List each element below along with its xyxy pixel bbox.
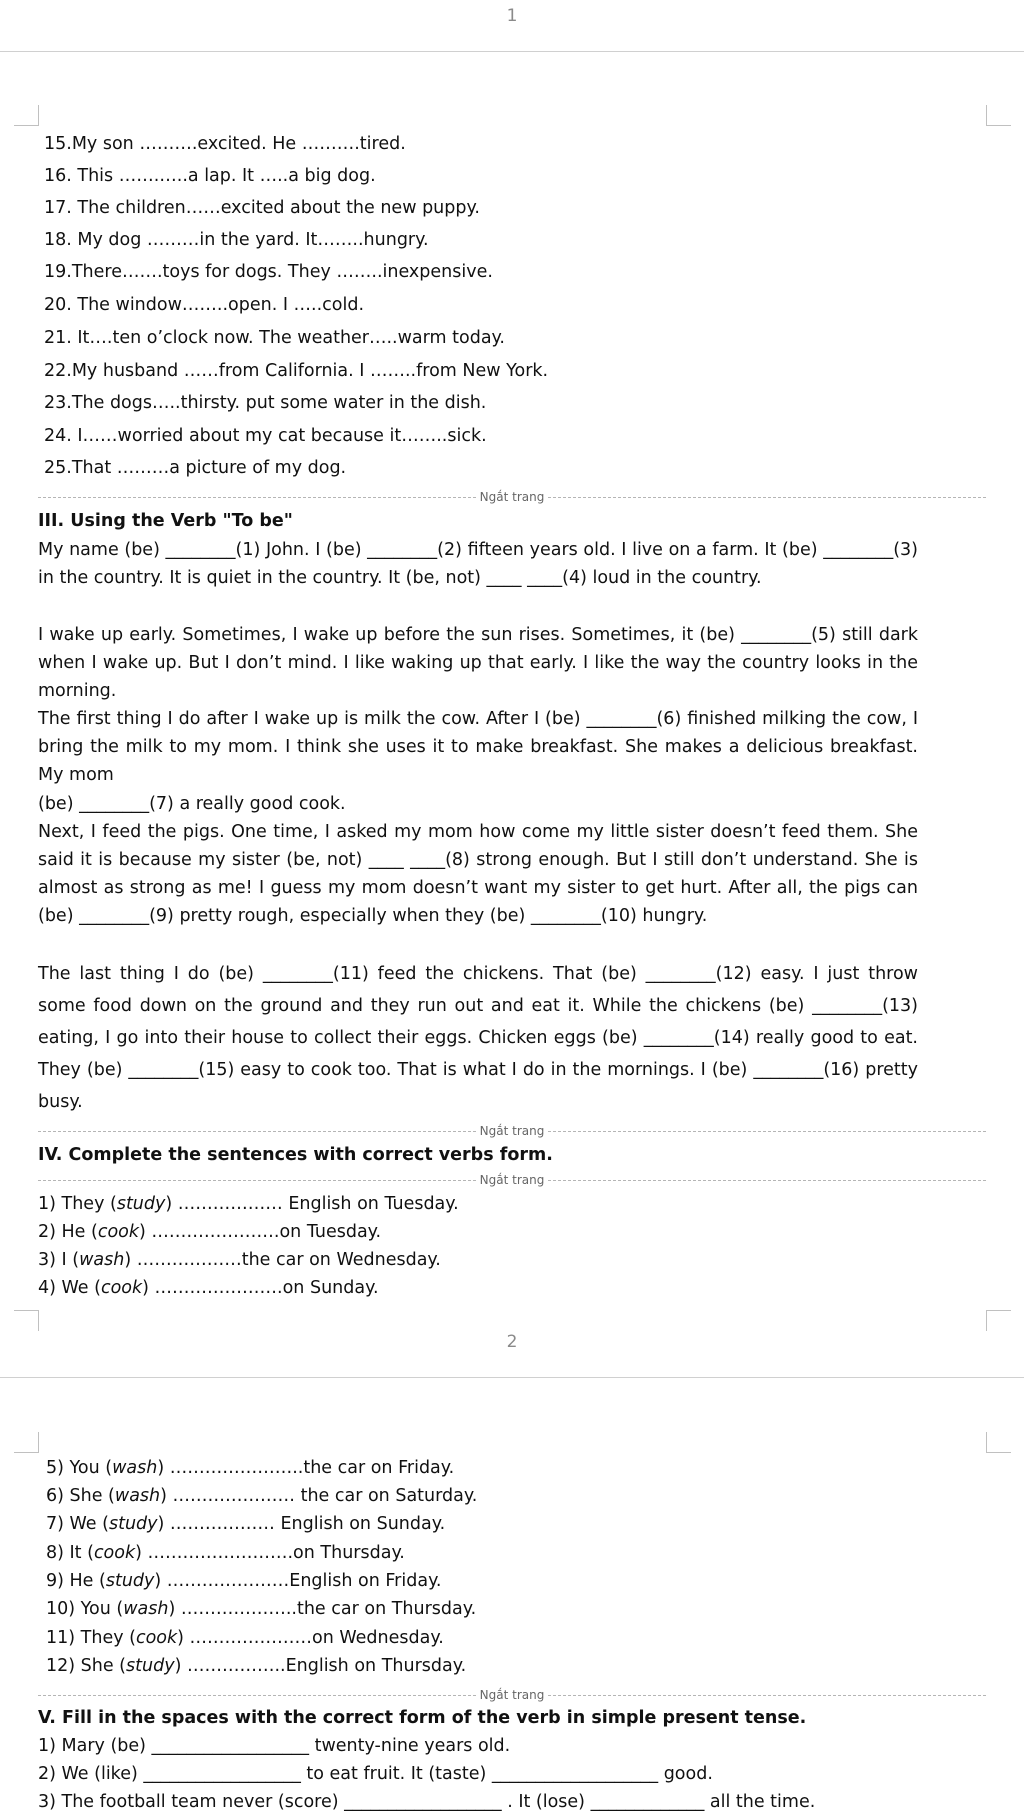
verb: cook <box>100 1278 143 1298</box>
list-item: 8) It (cook) …………………….on Thursday. <box>46 1543 405 1563</box>
margin-corner-mark <box>14 1432 39 1453</box>
paragraph: I wake up early. Sometimes, I wake up before the sun rises. Sometimes, it (be) ________(5) still dark when I wake up. But I don’t mind. I like waking up that early. I like the way the country looks in the morning. <box>38 625 918 701</box>
list-item: 9) He (study) …………………English on Friday. <box>46 1571 442 1591</box>
verb: cook <box>135 1628 178 1648</box>
margin-corner-mark <box>14 105 39 126</box>
page-number: 2 <box>506 1332 518 1352</box>
list-item: 3) The football team never (score) __________________ . It (lose) _____________ all the time. <box>38 1792 816 1812</box>
page-break-label: Ngắt trang <box>477 1688 548 1702</box>
list-item: 4) We (cook) ………………….on Sunday. <box>38 1278 379 1298</box>
list-item: 24. I……worried about my cat because it……..sick. <box>44 426 487 446</box>
list-item: 21. It….ten o’clock now. The weather…..warm today. <box>44 328 505 348</box>
list-item: 11) They (cook) …………………on Wednesday. <box>46 1628 444 1648</box>
list-item: 25.That ………a picture of my dog. <box>44 458 347 478</box>
list-item: 19.There…….toys for dogs. They ……..inexpensive. <box>44 262 493 282</box>
list-item: 22.My husband ……from California. I ……..from New York. <box>44 361 549 381</box>
page-divider <box>0 51 1024 52</box>
page-break-label: Ngắt trang <box>477 1173 548 1187</box>
list-item: 20. The window……..open. I …..cold. <box>44 295 365 315</box>
page-break-marker <box>38 1124 986 1138</box>
verb: cook <box>97 1222 140 1242</box>
page-break-marker <box>38 1688 986 1702</box>
section-4-title: IV. Complete the sentences with correct verbs form. <box>38 1145 553 1165</box>
margin-corner-mark <box>986 1310 1011 1331</box>
page-break-label: Ngắt trang <box>477 1124 548 1138</box>
page-break-marker <box>38 490 986 504</box>
margin-corner-mark <box>986 1432 1011 1453</box>
list-item: 2) He (cook) ………………….on Tuesday. <box>38 1222 382 1242</box>
section-5-title: V. Fill in the spaces with the correct form of the verb in simple present tense. <box>38 1708 807 1728</box>
section-3-title: III. Using the Verb "To be" <box>38 511 293 531</box>
paragraph: The last thing I do (be) ________(11) feed the chickens. That (be) ________(12) easy. I just throw some food down on the ground and they run out and eat it. While the chickens (be) ________(13) eating, I go into their house to collect their eggs. Chicken eggs (be) ________(14) really good to eat. They (be) ________(15) easy to cook too. That is what I do in the mornings. I (be) ________(16) pretty busy. <box>38 964 918 1112</box>
list-item: 1) Mary (be) __________________ twenty-nine years old. <box>38 1736 511 1756</box>
page-break-marker <box>38 1173 986 1187</box>
verb: cook <box>93 1543 136 1563</box>
list-item: 15.My son ……….excited. He ……….tired. <box>44 134 406 154</box>
paragraph: Next, I feed the pigs. One time, I asked my mom how come my little sister doesn’t feed them. She said it is because my sister (be, not) ____ ____(8) strong enough. But I still don’t understand. She is almost as strong as me! I guess my mom doesn’t want my sister to get hurt. After all, the pigs can (be) ________(9) pretty rough, especially when they (be) ________(10) hungry. <box>38 822 918 926</box>
paragraph: My name (be) ________(1) John. I (be) ________(2) fifteen years old. I live on a farm. It (be) ________(3) in the country. It is quiet in the country. It (be, not) ____ ____(4) loud in the country. <box>38 540 918 588</box>
verb: wash <box>123 1599 169 1619</box>
verb: study <box>116 1194 166 1214</box>
margin-corner-mark <box>14 1310 39 1331</box>
verb: study <box>105 1571 155 1591</box>
list-item: 23.The dogs…..thirsty. put some water in the dish. <box>44 393 487 413</box>
verb: wash <box>114 1486 161 1506</box>
list-item: 17. The children……excited about the new puppy. <box>44 198 480 218</box>
list-item: 1) They (study) ……………… English on Tuesday. <box>38 1194 459 1214</box>
list-item: 6) She (wash) ………………… the car on Saturday. <box>46 1486 478 1506</box>
page-break-label: Ngắt trang <box>477 490 548 504</box>
list-item: 2) We (like) __________________ to eat fruit. It (taste) ___________________ good. <box>38 1764 713 1784</box>
list-item: 3) I (wash) ………………the car on Wednesday. <box>38 1250 441 1270</box>
verb: study <box>126 1656 175 1676</box>
page-divider <box>0 1377 1024 1378</box>
verb: wash <box>79 1250 125 1270</box>
list-item: 7) We (study) ……………… English on Sunday. <box>46 1514 446 1534</box>
margin-corner-mark <box>986 105 1011 126</box>
verb: wash <box>112 1458 158 1478</box>
paragraph: The first thing I do after I wake up is milk the cow. After I (be) ________(6) finished milking the cow, I bring the milk to my mom. I think she uses it to make breakfast. She makes a delicious breakfast. My mom <box>38 709 918 785</box>
paragraph: (be) ________(7) a really good cook. <box>38 794 346 814</box>
list-item: 12) She (study) ……………..English on Thursday. <box>46 1656 467 1676</box>
list-item: 5) You (wash) …………………..the car on Friday. <box>46 1458 455 1478</box>
list-item: 10) You (wash) ………………..the car on Thursday. <box>46 1599 477 1619</box>
list-item: 18. My dog ………in the yard. It……..hungry. <box>44 230 429 250</box>
list-item: 16. This …….…..a lap. It …..a big dog. <box>44 166 376 186</box>
page-number: 1 <box>506 6 518 26</box>
verb: study <box>108 1514 158 1534</box>
